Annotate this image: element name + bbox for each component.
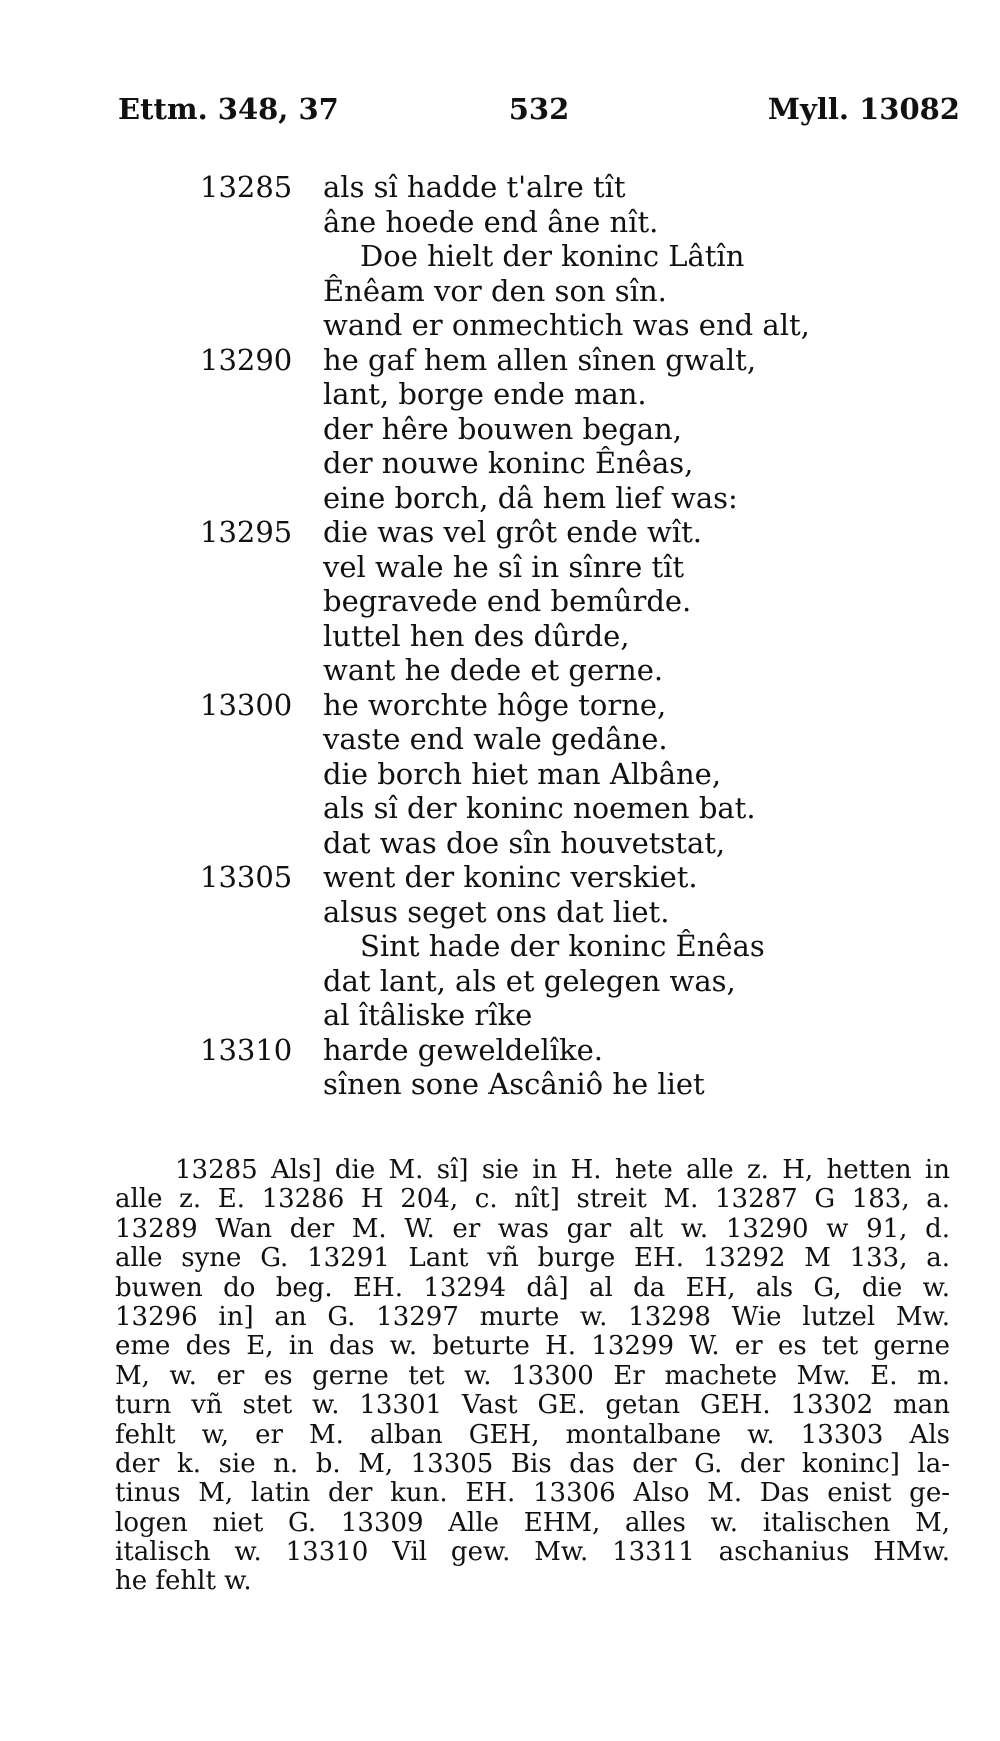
verse-text-line: he worchte hôge torne, [323,687,667,722]
apparatus-line: 13285 Als] die M. sî] sie in H. hete alle z. H, hetten in [175,1155,950,1185]
verse-text-line: die borch hiet man Albâne, [323,756,722,791]
apparatus-line: he fehlt w. [115,1566,252,1597]
header-left-reference: Ettm. 348, 37 [118,92,339,126]
verse-number: 13290 [200,342,293,377]
verse-text [0,170,1000,1102]
verse-text-line: Sint hade der koninc Ênêas [360,929,765,963]
verse-text-line: als sî der koninc noemen bat. [323,791,756,825]
running-header [118,92,960,132]
verse-line [0,998,1000,1033]
verse-line [0,170,1000,205]
verse-line [0,653,1000,688]
verse-line [0,826,1000,861]
critical-apparatus [115,1156,950,1597]
verse-number: 13310 [200,1032,293,1067]
verse-text-line: der hêre bouwen began, [323,411,682,446]
verse-line [0,722,1000,757]
verse-text-line: dat was doe sîn houvetstat, [323,825,726,860]
verse-text-line: sînen sone Ascâniô he liet [323,1067,705,1101]
verse-text-line: der nouwe koninc Ênêas, [323,446,694,480]
verse-line [0,274,1000,309]
verse-line [0,481,1000,516]
apparatus-line: turn vñ stet w. 13301 Vast GE. getan GEH. 13302 man [115,1390,950,1421]
verse-text-line: als sî hadde t'alre tît [323,170,626,204]
verse-text-line: alsus seget ons dat liet. [323,894,670,929]
verse-line [0,343,1000,378]
verse-line [0,584,1000,619]
verse-line [0,550,1000,585]
page-number: 532 [508,92,570,126]
verse-text-line: Doe hielt der koninc Lâtîn [360,239,745,273]
verse-line [0,1033,1000,1068]
verse-text-line: eine borch, dâ hem lief was: [323,480,738,515]
verse-line [0,308,1000,343]
apparatus-line: alle z. E. 13286 H 204, c. nît] streit M. 13287 G 183, a. [115,1184,950,1215]
verse-text-line: die was vel grôt ende wît. [323,515,702,549]
verse-number: 13300 [200,687,293,722]
verse-text-line: he gaf hem allen sînen gwalt, [323,342,757,377]
verse-text-line: luttel hen des dûrde, [323,618,630,653]
verse-text-line: Ênêam vor den son sîn. [323,273,667,308]
verse-line [0,757,1000,792]
apparatus-line: logen niet G. 13309 Alle EHM, alles w. italischen M, [115,1507,950,1538]
verse-text-line: harde geweldelîke. [323,1032,603,1067]
verse-line [0,964,1000,999]
verse-text-line: al îtâliske rîke [323,998,533,1032]
verse-line [0,446,1000,481]
verse-text-line: âne hoede end âne nît. [323,204,659,239]
verse-line [0,515,1000,550]
header-right-reference: Myll. 13082 [767,92,960,126]
verse-line [0,412,1000,447]
verse-number: 13305 [200,860,293,894]
verse-line [0,860,1000,895]
verse-number: 13295 [200,515,293,549]
apparatus-line: eme des E, in das w. beturte H. 13299 W. er es tet gerne [115,1331,950,1362]
verse-text-line: want he dede et gerne. [323,653,664,687]
verse-text-line: went der koninc verskiet. [323,860,698,894]
verse-text-line: begravede end bemûrde. [323,584,692,618]
apparatus-line: tinus M, latin der kun. EH. 13306 Also M. Das enist ge- [115,1478,950,1509]
verse-line [0,377,1000,412]
apparatus-line: der k. sie n. b. M, 13305 Bis das der G. der koninc] la- [115,1448,950,1479]
verse-line [0,205,1000,240]
apparatus-line: 13296 in] an G. 13297 murte w. 13298 Wie lutzel Mw. [115,1301,950,1332]
verse-text-line: vaste end wale gedâne. [323,722,668,756]
verse-line [0,619,1000,654]
apparatus-line: alle syne G. 13291 Lant vñ burge EH. 13292 M 133, a. [115,1243,950,1274]
verse-text-line: vel wale he sî in sînre tît [323,549,685,584]
apparatus-line: M, w. er es gerne tet w. 13300 Er machete Mw. E. m. [115,1360,950,1391]
verse-text-line: wand er onmechtich was end alt, [323,308,810,342]
verse-line [0,895,1000,930]
verse-line [0,1067,1000,1102]
verse-line [0,239,1000,274]
verse-line [0,929,1000,964]
apparatus-line: fehlt w, er M. alban GEH, montalbane w. 13303 Als [115,1419,950,1450]
apparatus-line: buwen do beg. EH. 13294 dâ] al da EH, als G, die w. [115,1272,950,1303]
verse-text-line: lant, borge ende man. [323,377,647,411]
verse-number: 13285 [200,170,293,204]
verse-line [0,791,1000,826]
verse-text-line: dat lant, als et gelegen was, [323,963,736,998]
apparatus-line: italisch w. 13310 Vil gew. Mw. 13311 aschanius HMw. [115,1537,950,1568]
apparatus-line: 13289 Wan der M. W. er was gar alt w. 13290 w 91, d. [115,1213,950,1244]
verse-line [0,688,1000,723]
